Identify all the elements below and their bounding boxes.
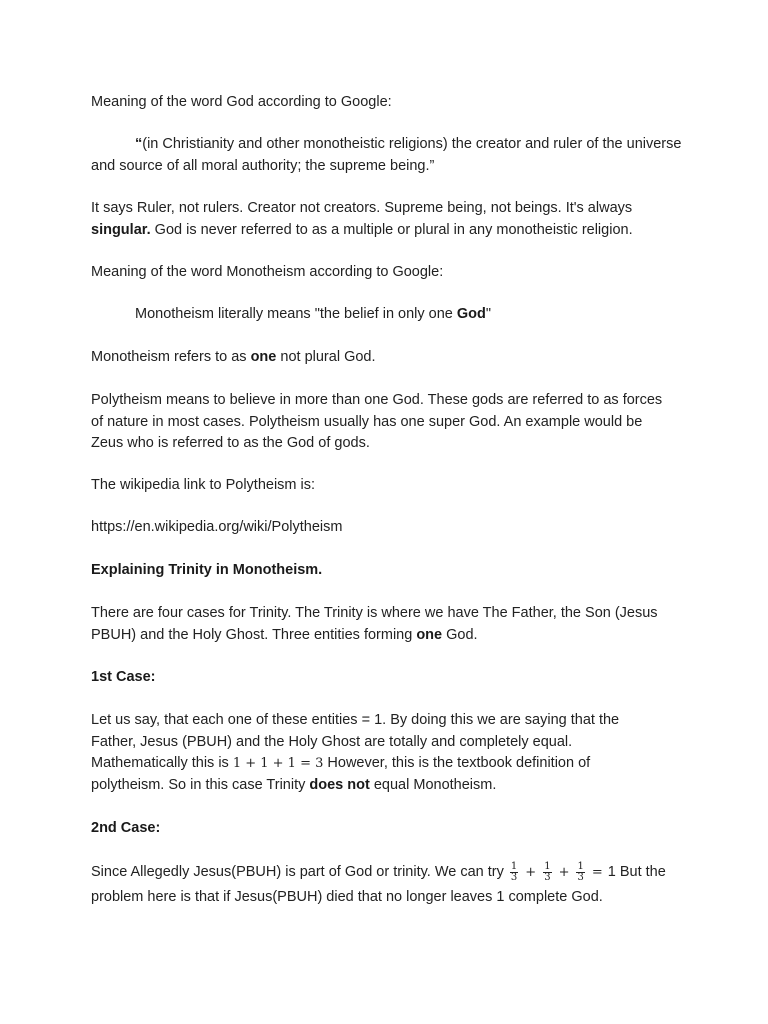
text-span: Monotheism refers to as	[91, 349, 251, 365]
text-span: There are four cases for Trinity. The Trinity is where we have The Father, the Son (Jesus PBUH) and the Holy Ghost. Three entities forming	[91, 605, 658, 643]
fraction-one-third	[510, 862, 518, 883]
case-2-label: 2nd Case:	[91, 820, 161, 836]
paragraph-case-2	[91, 860, 691, 909]
paragraph-god-meaning-intro: Meaning of the word God according to Google:	[91, 94, 392, 110]
text-span: not plural God.	[276, 349, 376, 365]
math-expression: 1 + 1 + 1 = 3	[232, 756, 324, 771]
paragraph-monotheism-definition	[135, 304, 735, 326]
paragraph-ruler-singular	[91, 198, 691, 241]
fraction-denominator: 3	[544, 871, 551, 883]
fraction-numerator: 1	[577, 860, 584, 872]
fraction-numerator: 1	[544, 860, 551, 872]
sum-result: 1	[607, 864, 616, 880]
paragraph-wikipedia-intro: The wikipedia link to Polytheism is:	[91, 477, 316, 493]
text-span: It says Ruler, not rulers. Creator not creators. Supreme being, not beings. It's always	[91, 200, 633, 216]
bold-does-not: does not	[309, 776, 370, 793]
paragraph-case-1	[91, 710, 661, 796]
paragraph-monotheism-meaning-intro: Meaning of the word Monotheism according to Google:	[91, 264, 444, 280]
text-span: Let us say, that each one of these entities = 1. By doing this we are saying that the Father, Jesus (PBUH) and the Holy Ghost are totally and completely equal. Mathematically this is	[91, 712, 620, 771]
text-span: But the problem here is that if Jesus(PBUH) died that no longer leaves 1 complete God.	[91, 864, 666, 905]
bold-god: God	[456, 306, 486, 322]
fraction-denominator: 3	[577, 871, 584, 883]
fraction-numerator: 1	[510, 860, 518, 872]
case-1-label: 1st Case:	[91, 669, 156, 685]
plus-sign: +	[558, 865, 570, 880]
equals-sign: =	[591, 865, 603, 880]
quote-text: (in Christianity and other monotheistic religions) the creator and ruler of the universe and source of all moral authority; the supreme being.”	[91, 136, 682, 174]
paragraph-monotheism-one	[91, 347, 691, 369]
bold-one: one	[416, 626, 443, 643]
plus-sign: +	[525, 865, 537, 880]
text-span: "	[485, 306, 492, 322]
fraction-one-third	[543, 862, 551, 883]
bold-one: one	[250, 349, 277, 365]
text-span: equal Monotheism.	[369, 776, 497, 793]
text-span: God is never referred to as a multiple or plural in any monotheistic religion.	[150, 221, 633, 238]
text-span: However, this is the textbook definition of polytheism. So in this case Trinity	[91, 755, 591, 793]
text-span: God.	[442, 626, 478, 643]
bold-singular: singular.	[91, 221, 151, 238]
heading-explaining-trinity	[91, 560, 691, 582]
open-quote-mark: “	[135, 136, 143, 152]
polytheism-wikipedia-link[interactable]: https://en.wikipedia.org/wiki/Polytheism	[91, 519, 343, 535]
heading-case-2	[91, 818, 691, 840]
paragraph-polytheism: Polytheism means to believe in more than one God. These gods are referred to as forces of nature in most cases. Polytheism usually has one super God. An example would be Zeus who is referred to as the God of gods.	[91, 392, 663, 451]
text-span: Monotheism literally means "the belief in only one	[135, 306, 457, 322]
text-span: Since Allegedly Jesus(PBUH) is part of God or trinity. We can try	[91, 864, 508, 880]
fraction-one-third	[576, 862, 584, 883]
heading-case-1	[91, 667, 691, 689]
paragraph-four-cases	[91, 603, 666, 646]
heading-text: Explaining Trinity in Monotheism.	[91, 562, 323, 578]
paragraph-god-definition-quote	[91, 134, 691, 177]
fraction-denominator: 3	[510, 871, 518, 883]
